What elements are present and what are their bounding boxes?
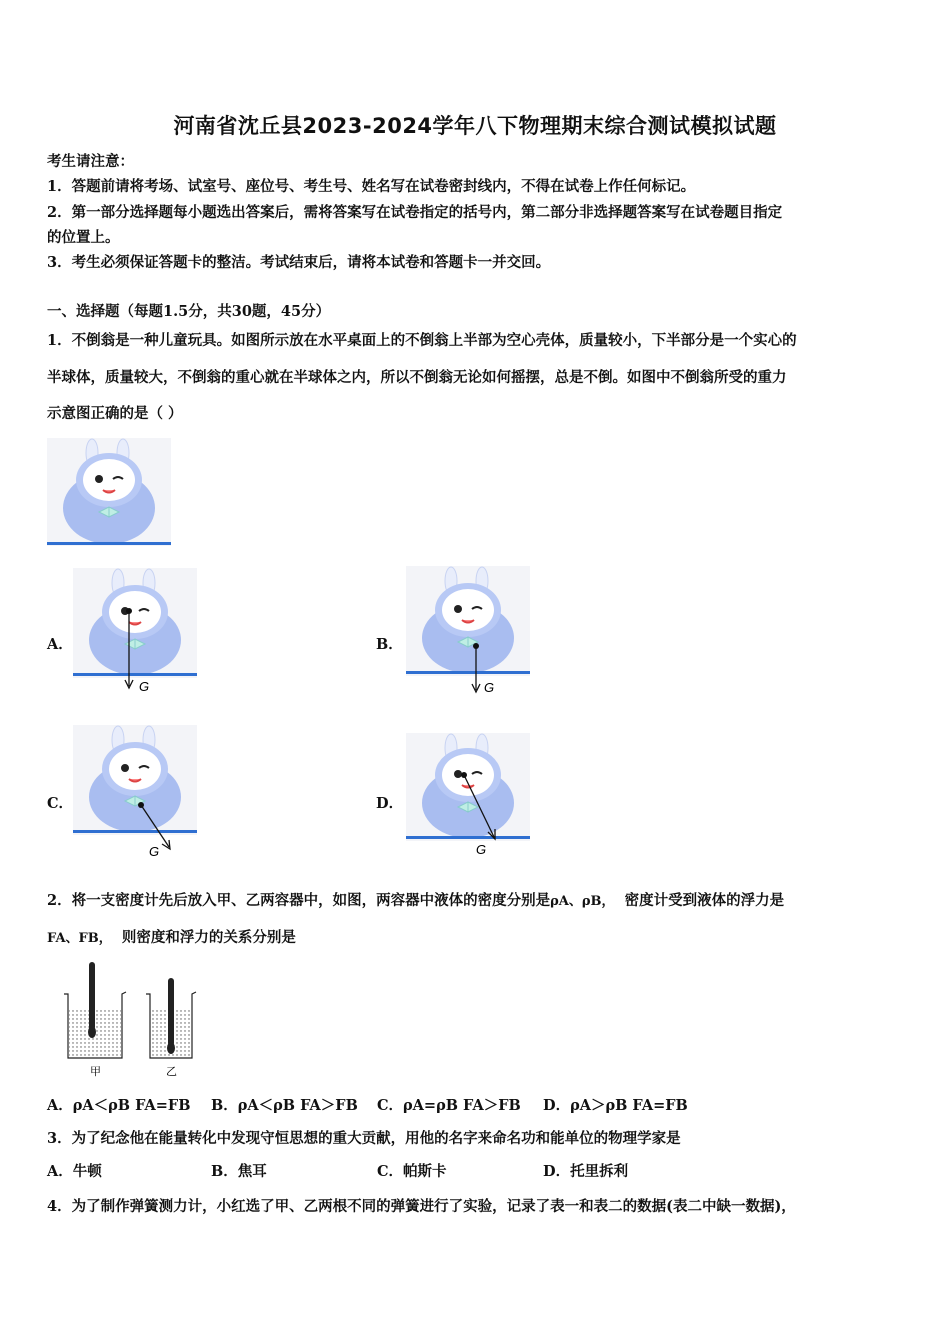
force-label-d: G bbox=[476, 842, 487, 857]
q2-text: 2．将一支密度计先后放入甲、乙两容器中，如图，两容器中液体的密度分别是 bbox=[47, 892, 551, 909]
q2-text: 密度计受到液体的浮力是 bbox=[624, 892, 785, 909]
option-label: C． bbox=[47, 795, 74, 812]
force-label-b: G bbox=[484, 680, 495, 695]
notice-item: 3．考生必须保证答题卡的整洁。考试结束后，请将本试卷和答题卡一并交回。 bbox=[47, 254, 551, 271]
notice-item: 的位置上。 bbox=[47, 229, 120, 246]
force-label-c: G bbox=[149, 844, 160, 859]
notice-item: 2．第一部分选择题每小题选出答案后，需将答案写在试卷指定的括号内，第二部分非选择题答案写在试卷题目指定 bbox=[47, 204, 783, 221]
q2-option-a: A．ρA＜ρB FA=FB bbox=[47, 1097, 191, 1114]
question-1-line: 半球体，质量较大，不倒翁的重心就在半球体之内，所以不倒翁无论如何摇摆，总是不倒。如图中不倒翁所受的重力 bbox=[47, 369, 787, 386]
option-label: B． bbox=[376, 636, 403, 653]
option-label: D． bbox=[376, 795, 404, 812]
option-label: A． bbox=[47, 636, 73, 653]
force-label-a: G bbox=[139, 679, 150, 694]
q2-force: FA、FB， bbox=[47, 931, 112, 946]
question-2-line1 bbox=[47, 889, 784, 910]
q3-option-a: A．牛顿 bbox=[47, 1163, 102, 1180]
tumbler-option-d bbox=[406, 733, 530, 859]
q2-option-c: C．ρA=ρB FA＞FB bbox=[377, 1097, 521, 1114]
question-4: 4．为了制作弹簧测力计，小红选了甲、乙两根不同的弹簧进行了实验，记录了表一和表二的数据(表二中缺一数据)， bbox=[47, 1198, 796, 1215]
beaker-label-jia: 甲 bbox=[90, 1065, 101, 1078]
q3-option-c: C．帕斯卡 bbox=[377, 1163, 447, 1180]
page-title: 河南省沈丘县2023-2024学年八下物理期末综合测试模拟试题 bbox=[173, 114, 777, 138]
notice-item: 1．答题前请将考场、试室号、座位号、考生号、姓名写在试卷密封线内，不得在试卷上作任何标记。 bbox=[47, 178, 696, 195]
section-heading: 一、选择题（每题1.5分，共30题，45分） bbox=[47, 303, 331, 320]
question-1-line: 1．不倒翁是一种儿童玩具。如图所示放在水平桌面上的不倒翁上半部为空心壳体，质量较小，下半部分是一个实心的 bbox=[47, 332, 797, 349]
question-2-line2 bbox=[47, 926, 296, 947]
beaker-label-yi: 乙 bbox=[166, 1065, 177, 1078]
q2-option-d: D．ρA＞ρB FA=FB bbox=[543, 1097, 688, 1114]
q2-text: 则密度和浮力的关系分别是 bbox=[121, 929, 296, 946]
question-3: 3．为了纪念他在能量转化中发现守恒思想的重大贡献，用他的名字来命名功和能单位的物理学家是 bbox=[47, 1130, 681, 1147]
q2-option-b: B．ρA＜ρB FA＞FB bbox=[211, 1097, 358, 1114]
notice-heading: 考生请注意： bbox=[47, 153, 134, 170]
tumbler-option-c bbox=[73, 725, 197, 859]
tumbler-option-a bbox=[73, 568, 197, 696]
q2-rho: ρA、ρB， bbox=[550, 894, 615, 909]
tumbler-figure bbox=[47, 438, 171, 548]
beakers-figure bbox=[60, 958, 220, 1080]
q3-option-d: D．托里拆利 bbox=[543, 1163, 629, 1180]
tumbler-option-b bbox=[406, 566, 530, 696]
q3-option-b: B．焦耳 bbox=[211, 1163, 267, 1180]
question-1-line: 示意图正确的是（ ） bbox=[47, 405, 183, 422]
